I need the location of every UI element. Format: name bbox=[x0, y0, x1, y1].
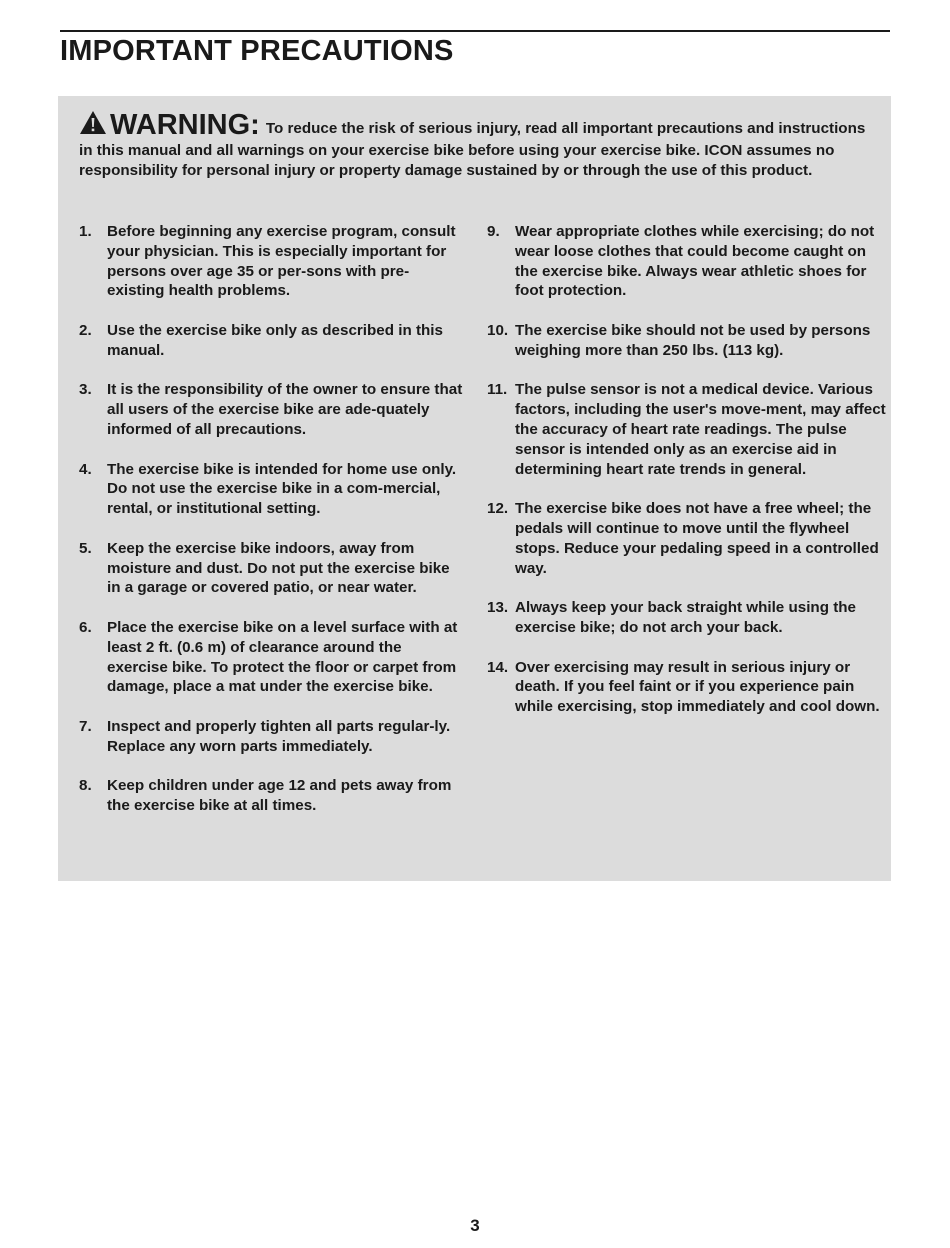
item-text: The exercise bike should not be used by persons weighing more than 250 lbs. (113 kg). bbox=[515, 321, 871, 359]
item-number: 5. bbox=[79, 539, 92, 557]
list-item bbox=[487, 222, 887, 301]
item-number: 11. bbox=[487, 381, 508, 399]
item-number: 10. bbox=[487, 321, 509, 339]
list-item bbox=[79, 460, 464, 519]
item-number: 1. bbox=[79, 223, 92, 240]
page-title: IMPORTANT PRECAUTIONS bbox=[60, 35, 454, 67]
item-text: Inspect and properly tighten all parts regular-ly. Replace any worn parts immediately. bbox=[107, 717, 451, 755]
list-item bbox=[79, 717, 464, 757]
title-rule bbox=[60, 30, 890, 32]
item-text: The exercise bike is intended for home use only. Do not use the exercise bike in a com-mercial, rental, or institutional setting. bbox=[107, 460, 457, 518]
list-item bbox=[79, 380, 464, 439]
list-item bbox=[79, 321, 464, 361]
list-item bbox=[487, 499, 887, 578]
list-item bbox=[79, 776, 464, 816]
list-item bbox=[487, 598, 887, 638]
list-item bbox=[79, 618, 464, 697]
warning-box bbox=[58, 96, 891, 881]
item-text: Always keep your back straight while using the exercise bike; do not arch your back. bbox=[515, 599, 856, 636]
item-number: 3. bbox=[79, 381, 92, 399]
item-number: 2. bbox=[79, 321, 92, 339]
item-text: It is the responsibility of the owner to ensure that all users of the exercise bike are ade-quately informed of all precautions. bbox=[107, 381, 463, 438]
warning-label: WARNING: bbox=[110, 109, 260, 141]
list-item bbox=[487, 658, 887, 717]
item-text: Over exercising may result in serious injury or death. If you feel faint or if you experience pain while exercising, stop immediately and cool down. bbox=[515, 658, 880, 716]
item-text: Keep the exercise bike indoors, away from moisture and dust. Do not put the exercise bike in a garage or covered patio, or near water. bbox=[107, 539, 450, 597]
item-number: 9. bbox=[487, 223, 500, 240]
item-number: 6. bbox=[79, 618, 92, 636]
item-number: 13. bbox=[487, 599, 509, 617]
item-text: Place the exercise bike on a level surface with at least 2 ft. (0.6 m) of clearance around the exercise bike. To protect the floor or carpet from damage, place a mat under the exercise bike. bbox=[107, 618, 458, 696]
item-text: The pulse sensor is not a medical device. Various factors, including the user's move-ment, may affect the accuracy of heart rate readings. The pulse sensor is intended only as an exercise aid in determining heart rate trends in general. bbox=[515, 381, 886, 478]
item-number: 14. bbox=[487, 658, 509, 676]
page-number: 3 bbox=[470, 1216, 480, 1235]
item-text: Wear appropriate clothes while exercising; do not wear loose clothes that could become caught on the exercise bike. Always wear athletic shoes for foot protection. bbox=[515, 223, 875, 300]
item-text: Before beginning any exercise program, consult your physician. This is especially important for persons over age 35 or per-sons with pre-existing health problems. bbox=[107, 223, 456, 300]
item-number: 12. bbox=[487, 500, 509, 518]
item-text: The exercise bike does not have a free wheel; the pedals will continue to move until the flywheel stops. Reduce your pedaling speed in a controlled way. bbox=[515, 500, 879, 577]
warning-text: To reduce the risk of serious injury, read all important precautions and instructions in this manual and all warnings on your exercise bike before using your exercise bike. ICON assumes no responsibility for personal injury or property damage sustained by or through the use of this product. bbox=[79, 120, 866, 179]
precautions-right-column bbox=[487, 222, 887, 737]
item-text: Keep children under age 12 and pets away from the exercise bike at all times. bbox=[107, 777, 452, 815]
item-text: Use the exercise bike only as described in this manual. bbox=[107, 321, 443, 359]
list-item bbox=[79, 539, 464, 598]
list-item bbox=[79, 222, 464, 301]
warning-statement bbox=[79, 110, 874, 181]
list-item bbox=[487, 321, 887, 361]
precautions-left-column bbox=[79, 222, 464, 836]
list-item bbox=[487, 380, 887, 479]
item-number: 8. bbox=[79, 777, 92, 795]
item-number: 7. bbox=[79, 717, 92, 735]
warning-triangle-icon bbox=[79, 110, 107, 141]
item-number: 4. bbox=[79, 460, 92, 478]
